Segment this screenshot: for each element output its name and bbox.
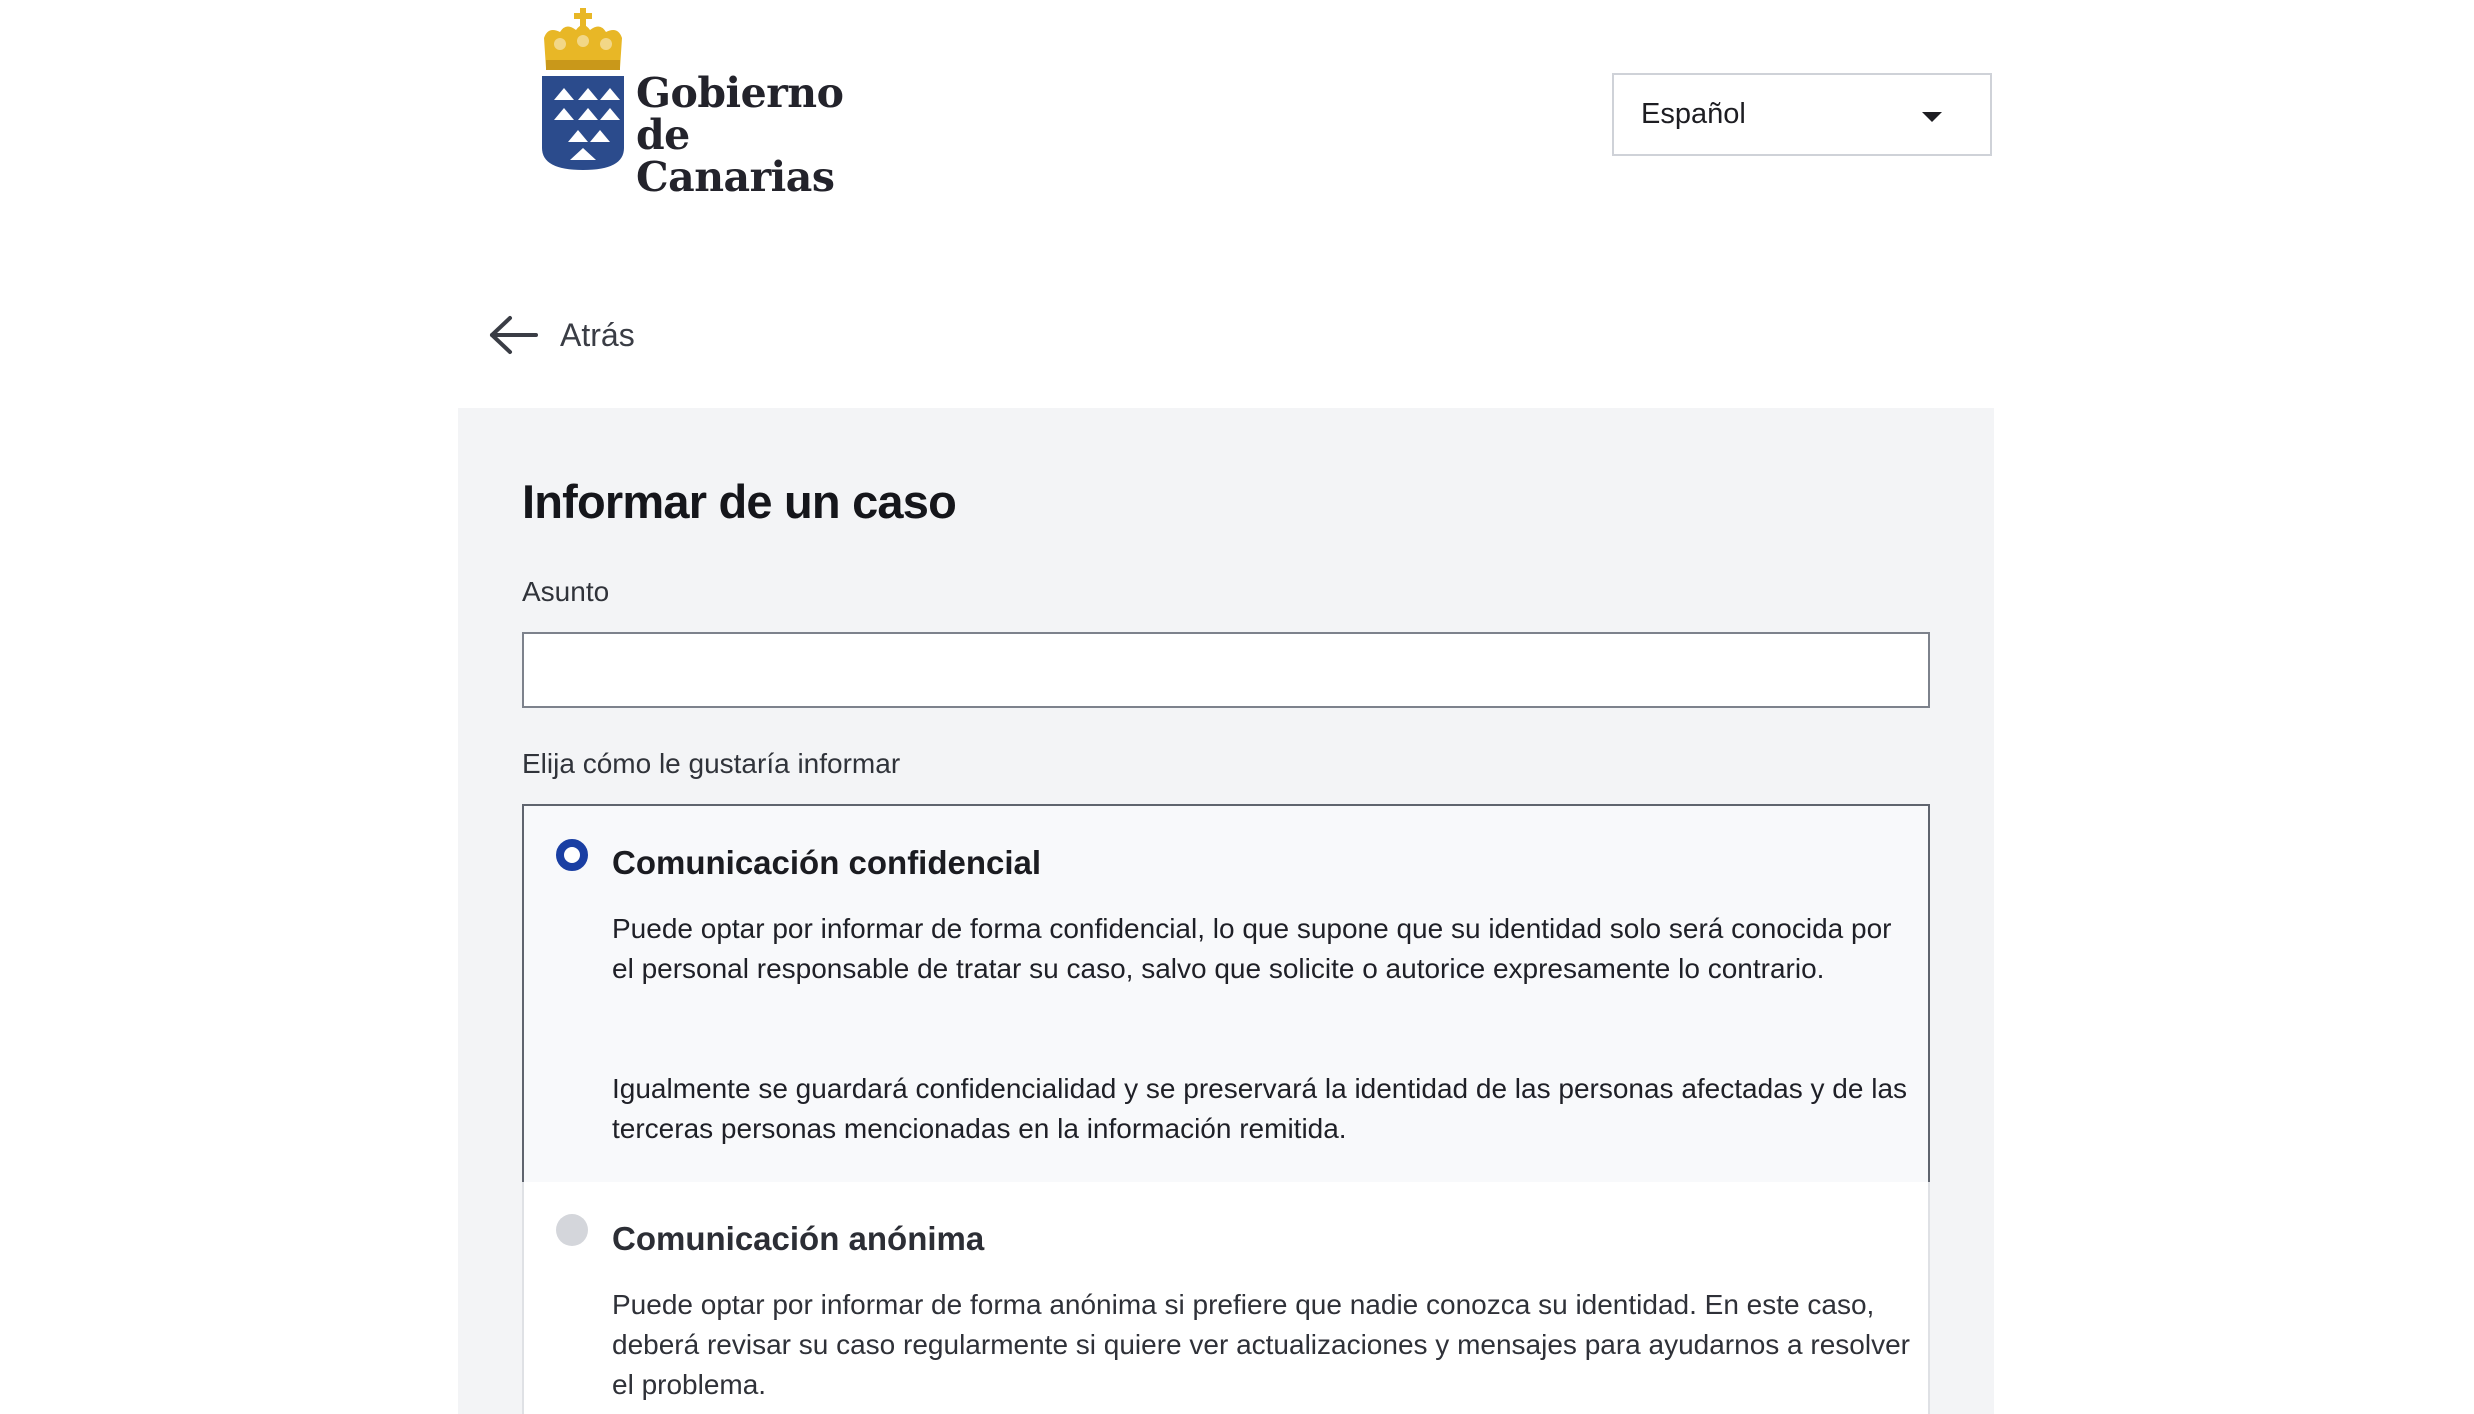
subject-label: Asunto bbox=[522, 576, 610, 607]
chevron-down-icon bbox=[1922, 112, 1942, 122]
language-select[interactable] bbox=[1612, 73, 1992, 156]
report-type-label: Elija cómo le gustaría informar bbox=[522, 748, 901, 779]
page-title: Informar de un caso bbox=[522, 475, 957, 528]
option-anonymous-title: Comunicación anónima bbox=[612, 1220, 985, 1257]
back-link[interactable] bbox=[488, 310, 635, 360]
option-confidential-paragraph-2: Igualmente se guardará confidencialidad y se preservará la identidad de las personas afectadas y de las terceras personas mencionadas en la información remitida. bbox=[612, 1073, 1908, 1144]
option-anonymous[interactable] bbox=[522, 1182, 1930, 1414]
subject-input[interactable] bbox=[522, 632, 1930, 708]
option-confidential-title: Comunicación confidencial bbox=[612, 844, 1042, 881]
logo-text bbox=[636, 69, 894, 201]
radio-confidential[interactable] bbox=[556, 839, 588, 871]
option-anonymous-paragraph-1: Puede optar por informar de forma anónima si prefiere que nadie conozca su identidad. En este caso, deberá revisar su caso regularmente si quiere ver actualizaciones y mensajes para ayudarnos a resolver el problema. bbox=[612, 1289, 1910, 1400]
radio-anonymous[interactable] bbox=[556, 1214, 588, 1246]
option-confidential-paragraph-1: Puede optar por informar de forma confidencial, lo que supone que su identidad solo será conocida por el personal responsable de tratar su caso, salvo que solicite o autorice expresamente lo contrario. bbox=[612, 913, 1892, 984]
option-confidential[interactable] bbox=[522, 804, 1930, 1184]
language-select-value: Español bbox=[1641, 98, 1746, 130]
back-label: Atrás bbox=[560, 316, 635, 353]
coat-of-arms-icon bbox=[534, 8, 634, 173]
report-form-card bbox=[458, 408, 1994, 1414]
arrow-left-icon bbox=[488, 315, 538, 355]
logo-line-1: Gobierno bbox=[636, 69, 844, 117]
logo-line-2: de Canarias bbox=[636, 111, 835, 201]
gobierno-de-canarias-logo[interactable] bbox=[534, 8, 894, 201]
